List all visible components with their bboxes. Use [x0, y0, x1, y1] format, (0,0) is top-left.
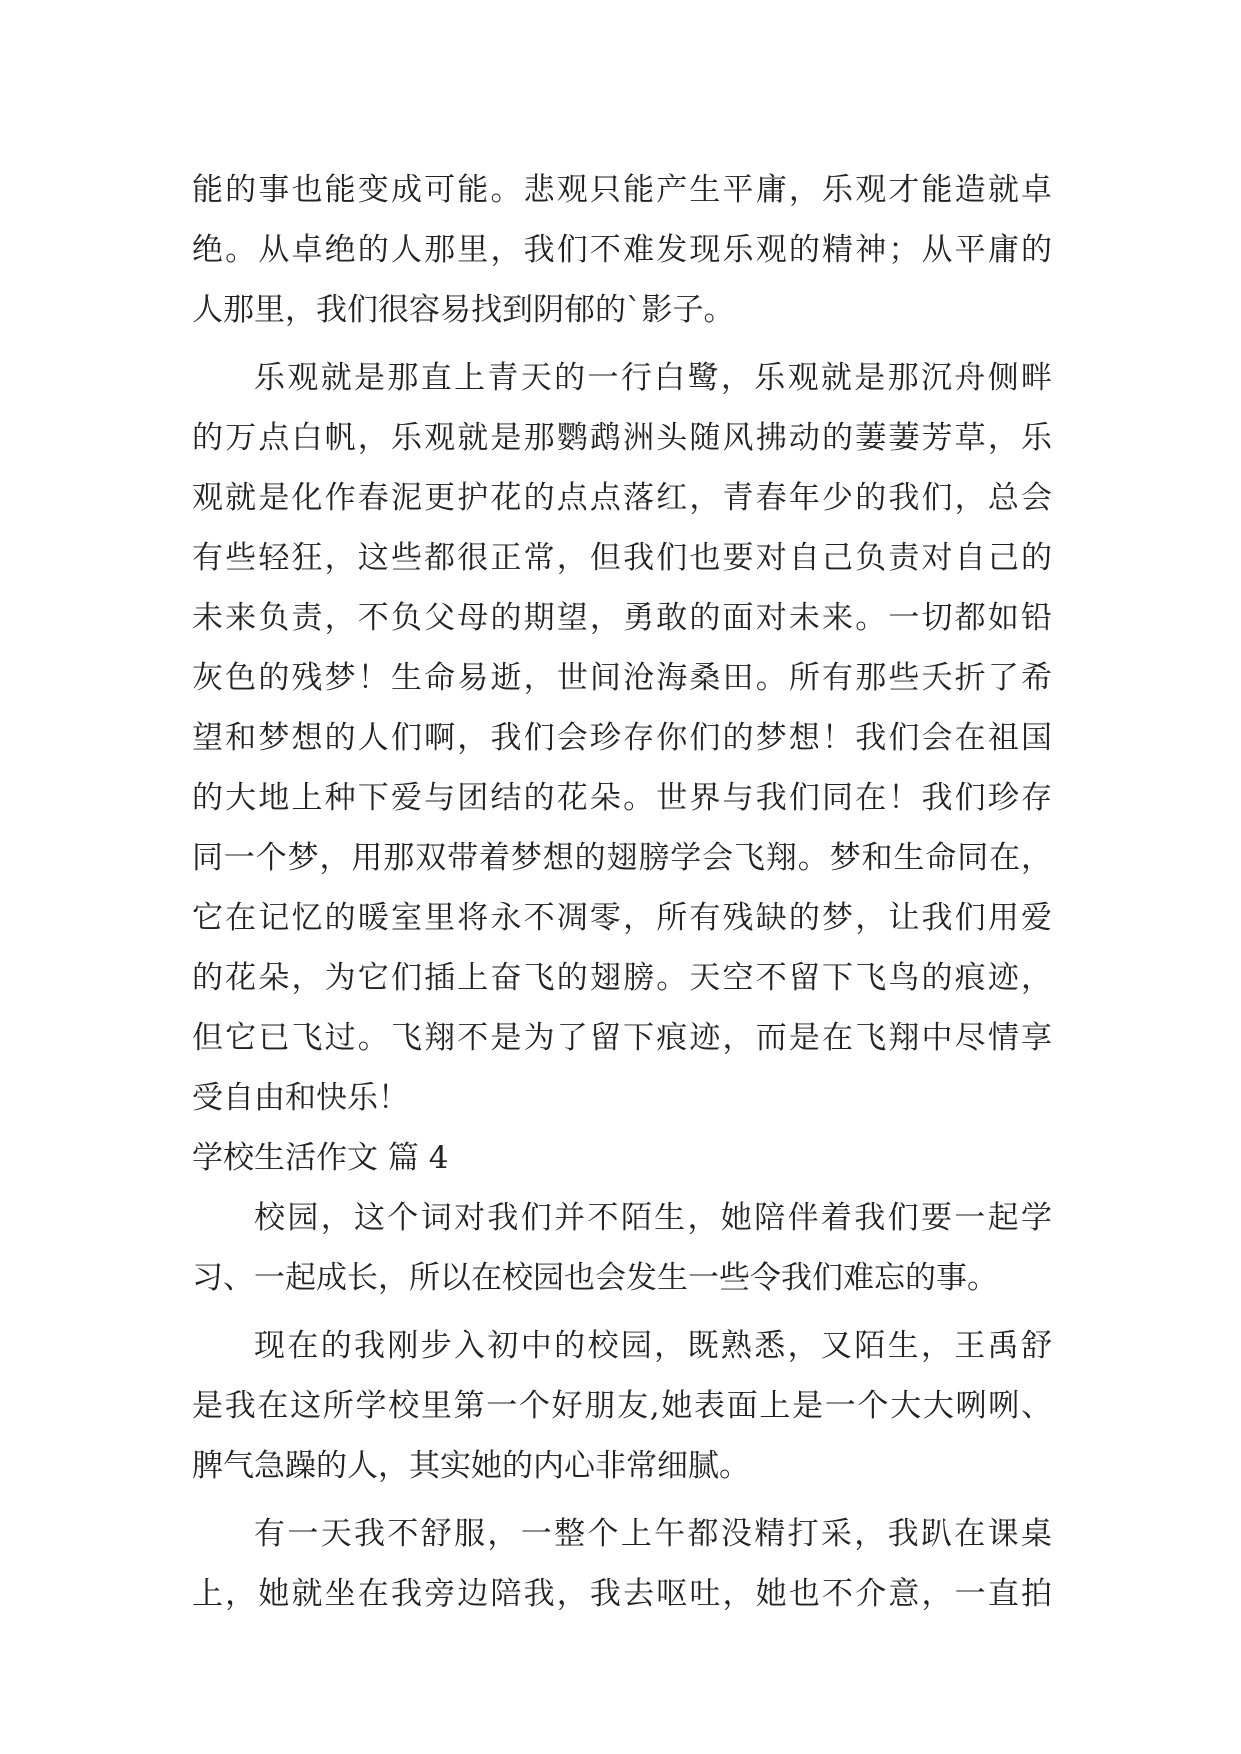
paragraph-4	[192, 1316, 1052, 1496]
paragraph-line: 是我在这所学校里第一个好朋友,她表面上是一个大大咧咧、	[192, 1388, 1052, 1424]
paragraph-line: 现在的我刚步入初中的校园，既熟悉，又陌生，王禹舒	[254, 1328, 1052, 1364]
paragraph-line: 校园，这个词对我们并不陌生，她陪伴着我们要一起学	[254, 1200, 1052, 1236]
paragraph-line: 它在记忆的暖室里将永不凋零，所有残缺的梦，让我们用爱	[192, 900, 1052, 936]
paragraph-line: 未来负责，不负父母的期望，勇敢的面对未来。一切都如铅	[192, 600, 1052, 636]
paragraph-line: 能的事也能变成可能。悲观只能产生平庸，乐观才能造就卓	[192, 172, 1052, 208]
paragraph-5	[192, 1504, 1052, 1624]
paragraph-2	[192, 348, 1052, 1128]
paragraph-3	[192, 1188, 1052, 1308]
paragraph-line: 的大地上种下爱与团结的花朵。世界与我们同在！我们珍存	[192, 780, 1052, 816]
paragraph-line: 的花朵，为它们插上奋飞的翅膀。天空不留下飞鸟的痕迹，	[192, 960, 1052, 996]
paragraph-line: 脾气急躁的人，其实她的内心非常细腻。	[192, 1448, 750, 1484]
paragraph-line: 受自由和快乐！	[192, 1080, 409, 1116]
paragraph-line: 习、一起成长，所以在校园也会发生一些令我们难忘的事。	[192, 1260, 998, 1296]
paragraph-line: 绝。从卓绝的人那里，我们不难发现乐观的精神；从平庸的	[192, 232, 1052, 268]
paragraph-line: 有些轻狂，这些都很正常，但我们也要对自己负责对自己的	[192, 540, 1052, 576]
paragraph-line: 人那里，我们很容易找到阴郁的`影子。	[192, 292, 735, 328]
paragraph-1	[192, 160, 1052, 340]
paragraph-line: 有一天我不舒服，一整个上午都没精打采，我趴在课桌	[254, 1516, 1052, 1552]
paragraph-line: 灰色的残梦！生命易逝，世间沧海桑田。所有那些夭折了希	[192, 660, 1052, 696]
paragraph-line: 观就是化作春泥更护花的点点落红，青春年少的我们，总会	[192, 480, 1052, 516]
paragraph-line: 上，她就坐在我旁边陪我，我去呕吐，她也不介意，一直拍	[192, 1576, 1052, 1612]
paragraph-line: 同一个梦，用那双带着梦想的翅膀学会飞翔。梦和生命同在，	[192, 840, 1052, 876]
document-body	[192, 160, 1052, 1624]
paragraph-line: 的万点白帆，乐观就是那鹦鹉洲头随风拂动的萋萋芳草，乐	[192, 420, 1052, 456]
paragraph-line: 望和梦想的人们啊，我们会珍存你们的梦想！我们会在祖国	[192, 720, 1052, 756]
section-heading: 学校生活作文 篇 4	[192, 1140, 449, 1176]
paragraph-line: 但它已飞过。飞翔不是为了留下痕迹，而是在飞翔中尽情享	[192, 1020, 1052, 1056]
paragraph-line: 乐观就是那直上青天的一行白鹭，乐观就是那沉舟侧畔	[254, 360, 1052, 396]
